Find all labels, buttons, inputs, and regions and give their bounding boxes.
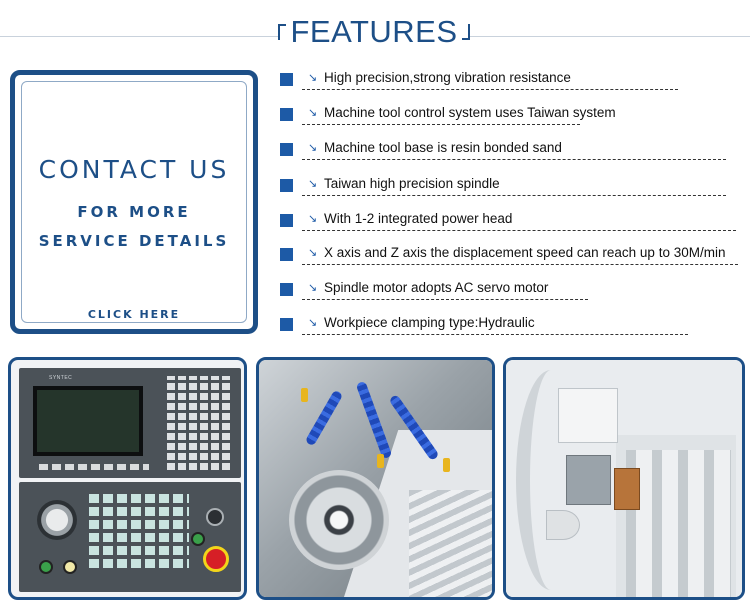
tool-block <box>558 388 618 443</box>
feature-text: Spindle motor adopts AC servo motor <box>324 280 549 295</box>
dashed-underline <box>302 195 726 196</box>
dashed-underline <box>302 159 726 160</box>
arrow-icon: ↘ <box>308 142 318 154</box>
arrow-icon: ↘ <box>308 72 318 84</box>
feature-text: Taiwan high precision spindle <box>324 176 500 191</box>
contact-title: CONTACT US <box>38 155 230 184</box>
square-bullet-icon <box>280 283 293 296</box>
square-bullet-icon <box>280 73 293 86</box>
feature-item <box>280 105 745 129</box>
coolant-nozzle <box>377 454 384 468</box>
dashed-underline <box>302 230 736 231</box>
emergency-stop-icon <box>203 546 229 572</box>
dashed-underline <box>302 124 580 125</box>
dashed-underline <box>302 89 678 90</box>
arrow-icon: ↘ <box>308 213 318 225</box>
arrow-icon: ↘ <box>308 247 318 259</box>
feature-text: Workpiece clamping type:Hydraulic <box>324 315 535 330</box>
handwheel-icon <box>37 500 77 540</box>
dashed-underline <box>302 264 738 265</box>
feature-item <box>280 245 745 269</box>
square-bullet-icon <box>280 179 293 192</box>
feature-item <box>280 280 745 304</box>
page-title: FEATURES <box>290 14 458 49</box>
square-bullet-icon <box>280 248 293 261</box>
controller-upper-panel <box>19 368 241 478</box>
cycle-start-button-icon <box>39 560 53 574</box>
feature-item <box>280 315 745 339</box>
contact-subtitle-1: FOR MORE <box>77 203 191 221</box>
contact-card-inner-border <box>21 81 247 323</box>
photo-spindle <box>256 357 495 600</box>
contact-subtitle-2: SERVICE DETAILS <box>38 232 230 250</box>
copper-plate <box>614 468 640 510</box>
photo-tool-slide <box>503 357 745 600</box>
operator-buttons <box>89 492 189 568</box>
dashed-underline <box>302 334 688 335</box>
arrow-icon: ↘ <box>308 178 318 190</box>
feature-text: High precision,strong vibration resistance <box>324 70 571 85</box>
controller-brand-label: SYNTEC <box>49 375 73 381</box>
guard-fins <box>409 490 495 600</box>
tool-holder <box>566 455 611 505</box>
feature-item <box>280 70 745 94</box>
feature-text: With 1-2 integrated power head <box>324 211 513 226</box>
feature-item <box>280 176 745 200</box>
feature-text: Machine tool base is resin bonded sand <box>324 140 562 155</box>
features-header <box>278 10 470 50</box>
controller-screen <box>33 386 143 456</box>
spindle-chuck-icon <box>289 470 389 570</box>
click-here-link[interactable]: CLICK HERE <box>87 308 181 321</box>
square-bullet-icon <box>280 214 293 227</box>
dashed-underline <box>302 299 588 300</box>
contact-card[interactable] <box>10 70 258 334</box>
photo-cnc-controller <box>8 357 247 600</box>
square-bullet-icon <box>280 108 293 121</box>
feed-hold-button-icon <box>63 560 77 574</box>
feature-text: X axis and Z axis the displacement speed can reach up to 30M/min <box>324 245 726 260</box>
square-bullet-icon <box>280 143 293 156</box>
softkey-row <box>39 464 149 470</box>
coolant-nozzle <box>301 388 308 402</box>
power-on-button-icon <box>191 532 205 546</box>
tailstock-cylinder <box>546 510 580 540</box>
coolant-nozzle <box>443 458 450 472</box>
arrow-icon: ↘ <box>308 317 318 329</box>
arrow-icon: ↘ <box>308 282 318 294</box>
feature-item <box>280 140 745 164</box>
linear-rails <box>626 450 731 600</box>
feature-text: Machine tool control system uses Taiwan system <box>324 105 616 120</box>
square-bullet-icon <box>280 318 293 331</box>
feature-item <box>280 211 745 235</box>
controller-keypad <box>167 376 233 470</box>
arrow-icon: ↘ <box>308 107 318 119</box>
selector-knob-icon <box>206 508 224 526</box>
